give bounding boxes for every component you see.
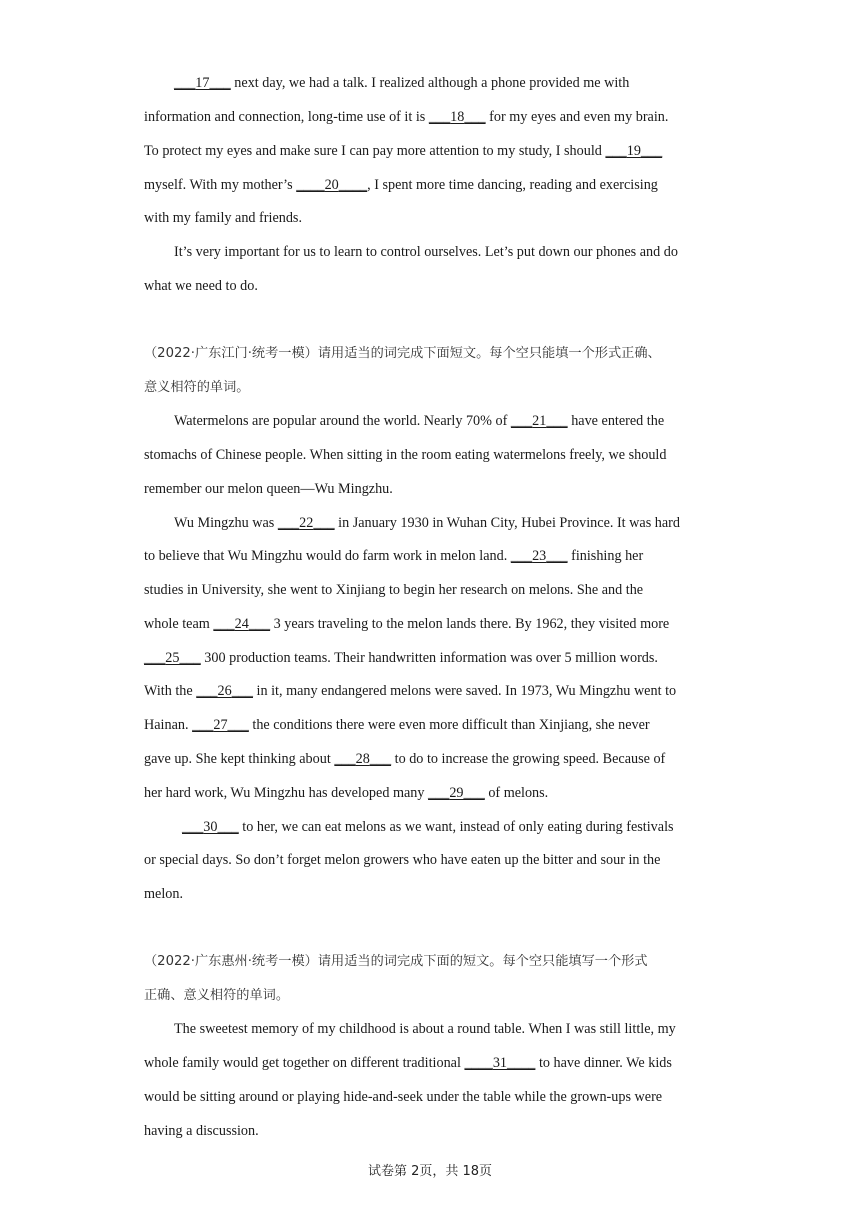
- passage-line: having a discussion.: [144, 1123, 259, 1139]
- passage-line: with my family and friends.: [144, 210, 303, 226]
- blank-24[interactable]: ___24___: [213, 616, 271, 632]
- blank-31[interactable]: ____31____: [464, 1055, 536, 1071]
- blank-25[interactable]: ___25___: [144, 650, 201, 666]
- question-header: 意义相符的单词。: [144, 380, 250, 395]
- question-header: 正确、意义相符的单词。: [144, 988, 290, 1003]
- passage-line: stomachs of Chinese people. When sitting in the room eating watermelons freely, we should: [144, 447, 667, 463]
- passage-line: myself. With my mother’s ____20____, I spent more time dancing, reading and exercising: [144, 177, 658, 193]
- passage-line: Watermelons are popular around the world. Nearly 70% of ___21___ have entered the: [174, 413, 665, 429]
- passage-line: melon.: [144, 886, 184, 902]
- blank-19[interactable]: ___19___: [605, 143, 663, 159]
- blank-17[interactable]: ___17___: [174, 75, 231, 91]
- passage-line: studies in University, she went to Xinjiang to begin her research on melons. She and the: [144, 582, 644, 598]
- passage-line: With the ___26___ in it, many endangered melons were saved. In 1973, Wu Mingzhu went to: [144, 683, 677, 699]
- blank-20[interactable]: ____20____: [296, 177, 368, 193]
- passage-line: would be sitting around or playing hide-and-seek under the table while the grown-ups were: [144, 1089, 663, 1105]
- passage-line: ___17___ next day, we had a talk. I realized although a phone provided me with: [174, 75, 630, 91]
- blank-22[interactable]: ___22___: [277, 515, 335, 531]
- passage-line: gave up. She kept thinking about ___28___ to do to increase the growing speed. Because of: [144, 751, 666, 767]
- passage-line: to believe that Wu Mingzhu would do farm work in melon land. ___23___ finishing her: [144, 548, 644, 564]
- blank-18[interactable]: ___18___: [428, 109, 486, 125]
- blank-23[interactable]: ___23___: [510, 548, 568, 564]
- passage-line: Wu Mingzhu was ___22___ in January 1930 in Wuhan City, Hubei Province. It was hard: [174, 515, 680, 531]
- passage-line: whole team ___24___ 3 years traveling to the melon lands there. By 1962, they visited more: [144, 616, 670, 632]
- passage-line: Hainan. ___27___ the conditions there were even more difficult than Xinjiang, she never: [144, 717, 650, 733]
- passage-line: information and connection, long-time use of it is ___18___ for my eyes and even my brain.: [144, 109, 669, 125]
- blank-27[interactable]: ___27___: [192, 717, 249, 733]
- blank-30[interactable]: ___30___: [182, 819, 239, 835]
- blank-29[interactable]: ___29___: [428, 785, 485, 801]
- passage-line: To protect my eyes and make sure I can pay more attention to my study, I should ___19___: [144, 143, 663, 159]
- passage-line: remember our melon queen—Wu Mingzhu.: [144, 481, 393, 497]
- passage-line: It’s very important for us to learn to control ourselves. Let’s put down our phones and do: [174, 244, 678, 260]
- question-header: （2022·广东惠州·统考一模）请用适当的词完成下面的短文。每个空只能填写一个形式: [144, 954, 648, 969]
- passage-line: ___30___ to her, we can eat melons as we want, instead of only eating during festivals: [182, 819, 674, 835]
- passage-line: ___25___ 300 production teams. Their handwritten information was over 5 million words.: [144, 650, 658, 666]
- blank-21[interactable]: ___21___: [510, 413, 568, 429]
- question-header: （2022·广东江门·统考一模）请用适当的词完成下面短文。每个空只能填一个形式正确、: [144, 346, 661, 361]
- passage-line: her hard work, Wu Mingzhu has developed many ___29___ of melons.: [144, 785, 549, 801]
- passage-line: The sweetest memory of my childhood is about a round table. When I was still little, my: [174, 1021, 676, 1037]
- blank-26[interactable]: ___26___: [196, 683, 253, 699]
- passage-line: what we need to do.: [144, 278, 258, 294]
- passage-line: or special days. So don’t forget melon growers who have eaten up the bitter and sour in the: [144, 852, 661, 868]
- blank-28[interactable]: ___28___: [334, 751, 392, 767]
- passage-line: whole family would get together on different traditional ____31____ to have dinner. We kids: [144, 1055, 672, 1071]
- page-footer: 试卷第 2页，共 18页: [367, 1164, 493, 1179]
